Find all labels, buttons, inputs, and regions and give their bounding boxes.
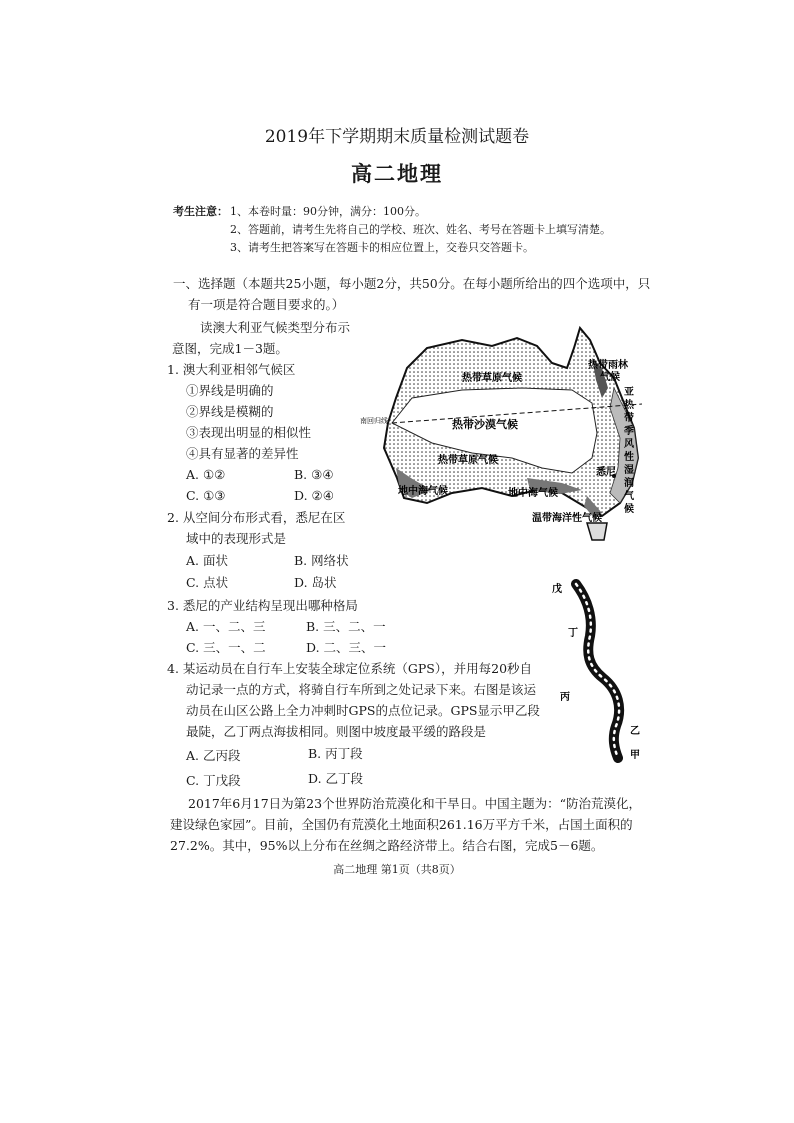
svg-text:性: 性 bbox=[624, 452, 634, 463]
exam-title: 2019年下学期期末质量检测试题卷 bbox=[264, 127, 530, 147]
q4-option-c[interactable]: C. 丁戊段 bbox=[186, 773, 241, 788]
intro-line1: 读澳大利亚气候类型分布示 bbox=[200, 320, 351, 335]
q1-statement-4: ④具有显著的差异性 bbox=[186, 446, 299, 461]
intro-line2: 意图，完成1－3题。 bbox=[172, 341, 288, 356]
svg-text:气: 气 bbox=[624, 491, 634, 502]
q1-option-b[interactable]: B. ③④ bbox=[294, 467, 334, 482]
q1-option-c[interactable]: C. ①③ bbox=[186, 488, 226, 503]
notice-item-1: 1、本卷时量：90分钟，满分：100分。 bbox=[230, 205, 426, 218]
q2-option-d[interactable]: D. 岛状 bbox=[294, 575, 337, 590]
q3-stem: 3. 悉尼的产业结构呈现出哪种格局 bbox=[167, 598, 358, 613]
notice-label: 考生注意： bbox=[173, 205, 228, 218]
q4-stem-line2: 动记录一点的方式，将骑自行车所到之处记录下来。右图是该运 bbox=[186, 682, 537, 697]
q2-option-c[interactable]: C. 点状 bbox=[186, 575, 229, 590]
svg-text:带: 带 bbox=[624, 413, 634, 424]
gps-track bbox=[576, 584, 619, 758]
gps-label-wu: 戊 bbox=[552, 584, 562, 595]
label-tropic-line: 南回归线 bbox=[360, 417, 388, 425]
q1-statement-2: ②界线是模糊的 bbox=[186, 404, 274, 419]
label-desert: 热带沙漠气候 bbox=[452, 418, 518, 431]
q2-option-b[interactable]: B. 网络状 bbox=[294, 553, 349, 568]
svg-text:候: 候 bbox=[624, 504, 634, 515]
gps-label-bing: 丙 bbox=[560, 692, 570, 703]
passage-line2: 建设绿色家园”。目前，全国仍有荒漠化土地面积261.16万平方千米，占国土面积的 bbox=[170, 817, 633, 832]
q4-stem-line3: 动员在山区公路上全力冲刺时GPS的点位记录。GPS显示甲乙段 bbox=[186, 703, 540, 718]
gps-label-ding: 丁 bbox=[568, 628, 578, 639]
gps-label-yi: 乙 bbox=[630, 726, 640, 737]
q3-option-c[interactable]: C. 三、一、二 bbox=[186, 640, 266, 655]
q1-option-d[interactable]: D. ②④ bbox=[294, 488, 334, 503]
svg-text:热: 热 bbox=[624, 400, 634, 411]
q3-option-d[interactable]: D. 二、三、一 bbox=[306, 640, 387, 655]
label-rainforest-1: 热带雨林 bbox=[588, 360, 628, 371]
label-sydney: 悉尼 bbox=[596, 467, 616, 478]
q2-stem-line2: 域中的表现形式是 bbox=[186, 531, 287, 546]
notice-item-2: 2、答题前，请考生先将自己的学校、班次、姓名、考号在答题卡上填写清楚。 bbox=[230, 223, 611, 236]
page-footer: 高二地理 第1页（共8页） bbox=[333, 863, 461, 876]
q4-option-d[interactable]: D. 乙丁段 bbox=[308, 771, 364, 786]
label-rainforest-2: 气候 bbox=[600, 372, 620, 383]
q1-statement-1: ①界线是明确的 bbox=[186, 383, 274, 398]
q3-option-a[interactable]: A. 一、二、三 bbox=[186, 619, 266, 634]
section-heading-line2: 有一项是符合题目要求的。） bbox=[188, 297, 345, 312]
q4-stem-line1: 4. 某运动员在自行车上安装全球定位系统（GPS），并用每20秒自 bbox=[167, 661, 533, 676]
q4-option-a[interactable]: A. 乙丙段 bbox=[186, 748, 241, 763]
q4-stem-line4: 最陡，乙丁两点海拔相同。则图中坡度最平缓的路段是 bbox=[186, 724, 487, 739]
q1-stem: 1. 澳大利亚相邻气候区 bbox=[167, 362, 296, 377]
subject-title: 高二地理 bbox=[351, 162, 443, 186]
q2-option-a[interactable]: A. 面状 bbox=[186, 553, 228, 568]
q1-option-a[interactable]: A. ①② bbox=[186, 467, 226, 482]
gps-track-figure bbox=[548, 578, 648, 768]
q1-statement-3: ③表现出明显的相似性 bbox=[186, 425, 312, 440]
label-savanna-south: 热带草原气候 bbox=[438, 455, 498, 466]
label-mediterranean-west: 地中海气候 bbox=[398, 486, 448, 497]
tasmania bbox=[587, 523, 607, 540]
passage-line1: 2017年6月17日为第23个世界防治荒漠化和干旱日。中国主题为：“防治荒漠化， bbox=[188, 796, 641, 811]
q3-option-b[interactable]: B. 三、二、一 bbox=[306, 619, 386, 634]
gps-label-jia: 甲 bbox=[630, 750, 640, 761]
section-heading-line1: 一、选择题（本题共25小题，每小题2分，共50分。在每小题所给出的四个选项中，只 bbox=[173, 276, 651, 291]
label-savanna-north: 热带草原气候 bbox=[462, 373, 522, 384]
svg-text:风: 风 bbox=[624, 439, 634, 450]
label-temperate-maritime: 温带海洋性气候 bbox=[532, 513, 602, 524]
label-mediterranean-south: 地中海气候 bbox=[508, 488, 558, 499]
svg-text:亚: 亚 bbox=[624, 387, 634, 398]
svg-text:湿: 湿 bbox=[624, 465, 634, 476]
q2-stem-line1: 2. 从空间分布形式看，悉尼在区 bbox=[167, 510, 346, 525]
q4-option-b[interactable]: B. 丙丁段 bbox=[308, 746, 363, 761]
notice-item-3: 3、请考生把答案写在答题卡的相应位置上，交卷只交答题卡。 bbox=[230, 241, 534, 254]
australia-climate-map bbox=[352, 318, 658, 546]
svg-text:季: 季 bbox=[624, 426, 634, 437]
svg-text:润: 润 bbox=[624, 478, 634, 489]
passage-line3: 27.2%。其中，95%以上分布在丝绸之路经济带上。结合右图，完成5－6题。 bbox=[170, 838, 604, 853]
